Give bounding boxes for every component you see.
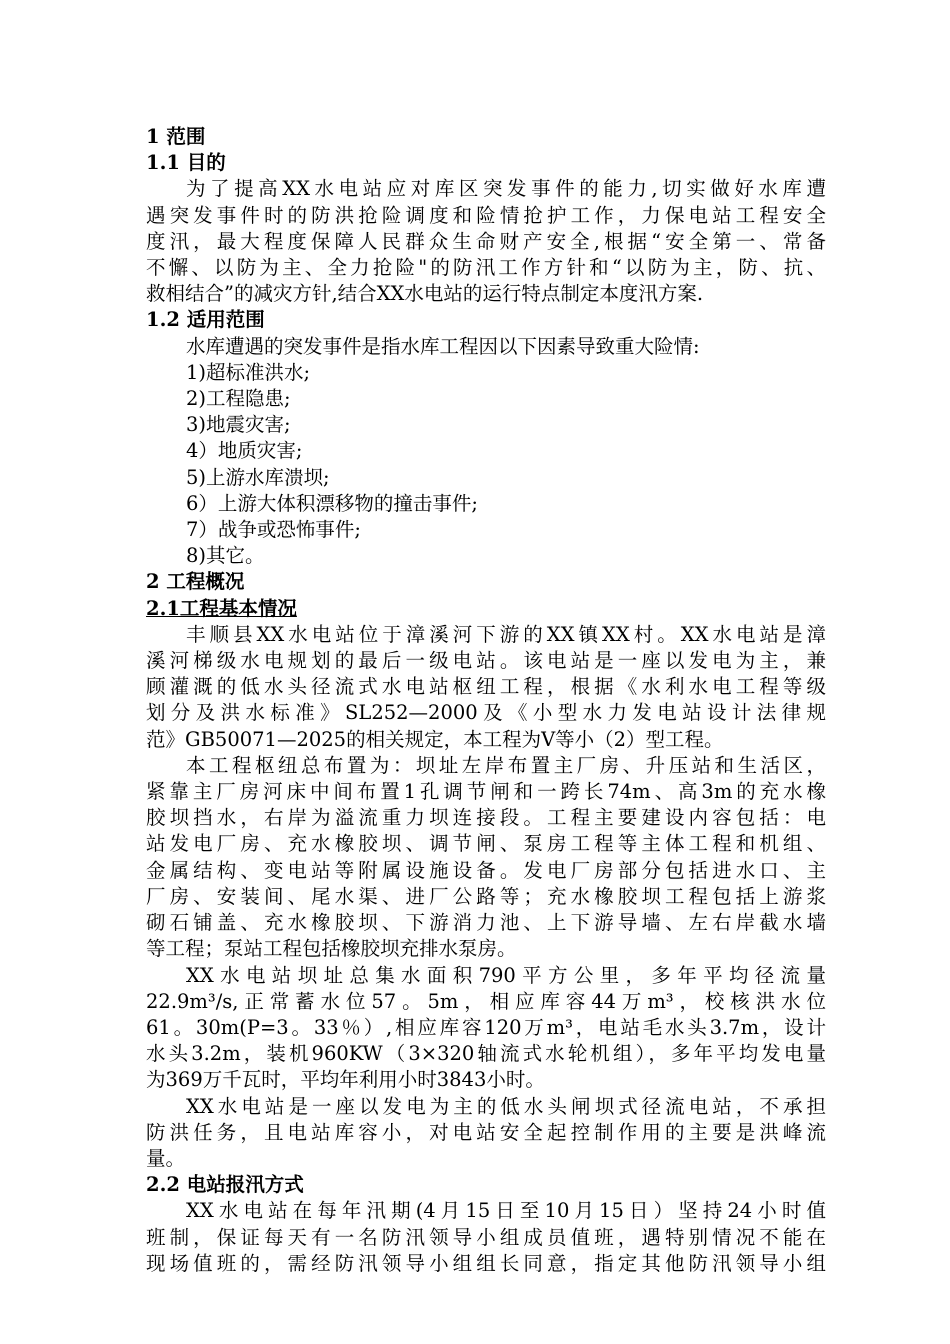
paragraph-location [146, 622, 826, 753]
text-line: 顾灌溉的低水头径流式水电站枢纽工程，根据《水利水电工程等级 [146, 675, 826, 699]
text-line: 不懈、以防为主、全力抢险"的防汛工作方针和“以防为主，防、抗、 [146, 256, 826, 280]
text-line: 救相结合”的减灾方针,结合XX水电站的运行特点制定本度汛方案. [146, 282, 704, 306]
text-line: 溪河梯级水电规划的最后一级电站。该电站是一座以发电为主，兼 [146, 649, 826, 673]
list-item: 6）上游大体积漂移物的撞击事件; [186, 491, 478, 515]
document-body [146, 124, 826, 1277]
text-line: 砌石铺盖、充水橡胶坝、下游消力池、上下游导墙、左右岸截水墙 [146, 911, 826, 935]
text-line: 水头3.2m，装机960KW（3×320轴流式水轮机组），多年平均发电量 [146, 1042, 826, 1066]
text-line: 本工程枢纽总布置为：坝址左岸布置主厂房、升压站和生活区， [186, 753, 826, 777]
text-line: 范》GB50071—2025的相关规定，本工程为Ⅴ等小（2）型工程。 [146, 727, 724, 751]
text-line: XX水电站在每年汛期(4月15日至10月15日）坚持24小时值 [186, 1199, 826, 1223]
list-item: 8)其它。 [186, 544, 265, 568]
paragraph-layout [146, 753, 826, 963]
text-line: XX水电站坝址总集水面积790平方公里，多年平均径流量 [186, 963, 826, 987]
text-line: 厂房、安装间、尾水渠、进厂公路等；充水橡胶坝工程包括上游浆 [146, 884, 826, 908]
text-line: 度汛，最大程度保障人民群众生命财产安全,根据“安全第一、常备 [146, 229, 826, 253]
list-item: 4）地质灾害; [186, 439, 303, 463]
list-item: 1)超标准洪水; [186, 360, 311, 384]
section-heading-1-1: 1.1 目的 [146, 151, 226, 175]
list-item: 5)上游水库溃坝; [186, 465, 330, 489]
text-line: 22.9m³/s,正常蓄水位57。5m，相应库容44万m³，校核洪水位 [146, 989, 826, 1013]
text-line: 等工程；泵站工程包括橡胶坝充排水泵房。 [146, 937, 517, 961]
text-line: 量。 [146, 1146, 186, 1170]
text-line: 61。30m(P=3。33％）,相应库容120万m³，电站毛水头3.7m，设计 [146, 1015, 826, 1039]
text-line: XX水电站是一座以发电为主的低水头闸坝式径流电站，不承担 [186, 1094, 826, 1118]
text-line: 划分及洪水标准》SL252—2000及《小型水力发电站设计法律规 [146, 701, 826, 725]
list-item: 7）战争或恐怖事件; [186, 518, 361, 542]
paragraph-purpose [146, 176, 826, 307]
section-heading-2-2: 2.2 电站报汛方式 [146, 1173, 304, 1197]
section-heading-2-1: 2.1工程基本情况 [146, 596, 297, 620]
text-line: 遇突发事件时的防洪抢险调度和险情抢护工作，力保电站工程安全 [146, 203, 826, 227]
text-line: 金属结构、变电站等附属设施设备。发电厂房部分包括进水口、主 [146, 858, 826, 882]
text-line: 站发电厂房、充水橡胶坝、调节闸、泵房工程等主体工程和机组、 [146, 832, 826, 856]
paragraph-hydrology [146, 963, 826, 1094]
text-line: 丰顺县XX水电站位于漳溪河下游的XX镇XX村。XX水电站是漳 [186, 622, 826, 646]
paragraph-flood-reporting [146, 1198, 826, 1277]
scope-intro: 水库遭遇的突发事件是指水库工程因以下因素导致重大险情: [186, 334, 700, 358]
text-line: 防洪任务，且电站库容小，对电站安全起控制作用的主要是洪峰流 [146, 1120, 826, 1144]
section-heading-1-2: 1.2 适用范围 [146, 308, 265, 332]
hazard-list [146, 360, 826, 570]
paragraph-station-type [146, 1094, 826, 1173]
list-item: 2)工程隐患; [186, 387, 291, 411]
text-line: 现场值班的，需经防汛领导小组组长同意，指定其他防汛领导小组 [146, 1251, 826, 1275]
text-line: 紧靠主厂房河床中间布置1孔调节闸和一跨长74m、高3m的充水橡 [146, 780, 826, 804]
section-heading-2: 2 工程概况 [146, 570, 245, 594]
list-item: 3)地震灾害; [186, 413, 291, 437]
text-line: 班制，保证每天有一名防汛领导小组成员值班，遇特别情况不能在 [146, 1225, 826, 1249]
text-line: 胶坝挡水，右岸为溢流重力坝连接段。工程主要建设内容包括：电 [146, 806, 826, 830]
text-line: 为了提高XX水电站应对库区突发事件的能力,切实做好水库遭 [186, 177, 826, 201]
section-heading-1: 1 范围 [146, 125, 206, 148]
text-line: 为369万千瓦时，平均年利用小时3843小时。 [146, 1068, 545, 1092]
